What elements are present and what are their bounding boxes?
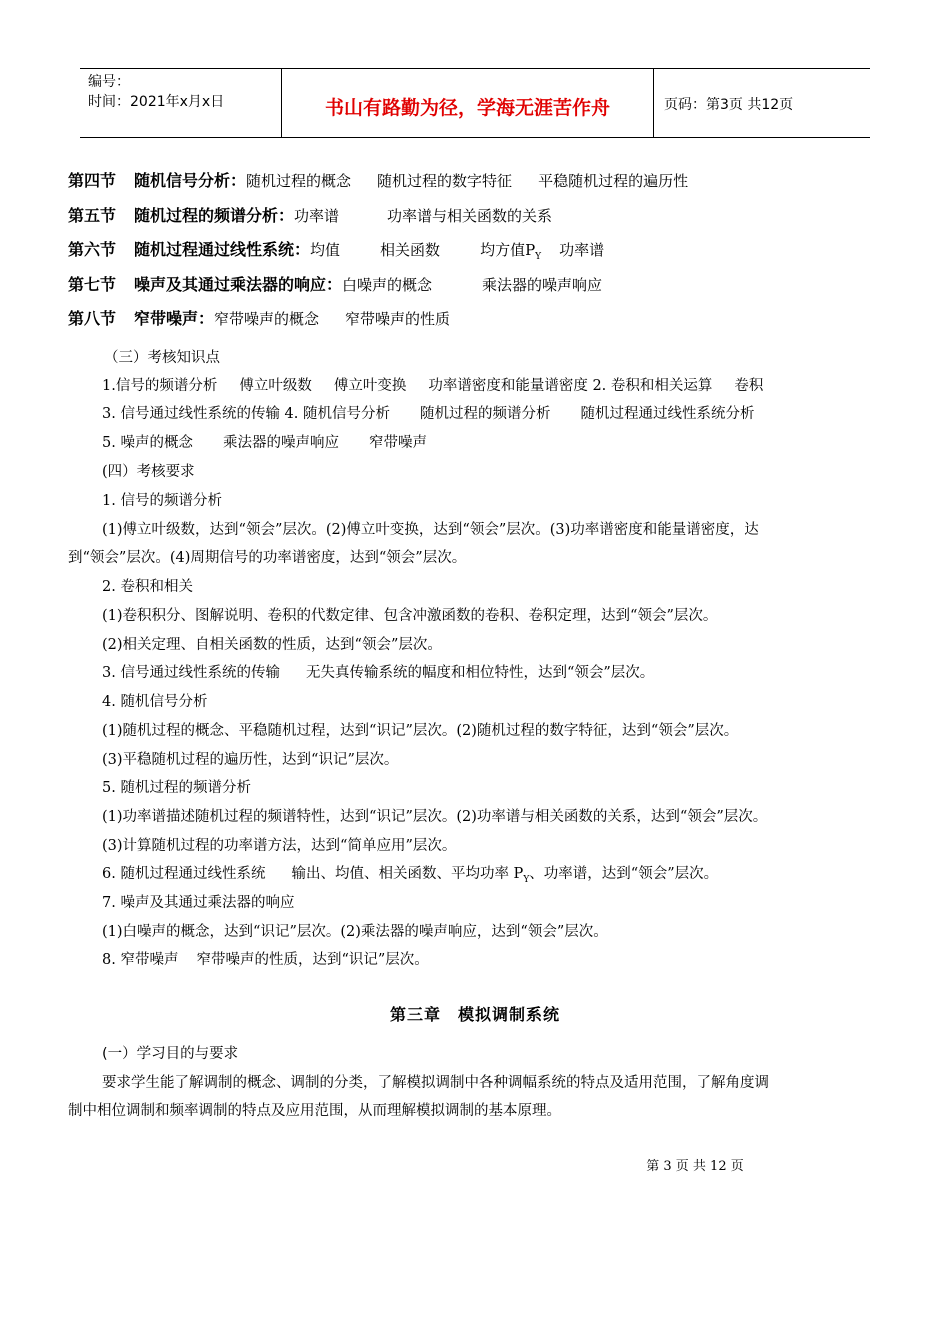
section-5: 第五节 随机过程的频谱分析：功率谱 功率谱与相关函数的关系 [68,206,553,225]
chapter-title: 第三章 模拟调制系统 [389,1005,560,1024]
section-title: 随机过程的频谱分析： [134,206,295,225]
req-8: 8. 窄带噪声 窄带噪声的性质，达到“识记”层次。 [102,952,429,968]
section-6: 第六节 随机过程通过线性系统：均值 相关函数 均方值$P_Y$ 功率谱 [68,240,605,262]
req-2-line-a: (1)卷积积分、图解说明、卷积的代数定律、包含冲激函数的卷积、卷积定理，达到“领会”层次。 [102,608,718,624]
req-5-line-b: (3)计算随机过程的功率谱方法，达到“简单应用”层次。 [102,838,457,854]
req-7-line-a: (1)白噪声的概念，达到“识记”层次。(2)乘法器的噪声响应，达到“领会”层次。 [102,924,608,940]
header-page-cell [654,69,870,137]
motto: 书山有路勤为径，学海无涯苦作舟 [324,97,610,119]
section-title: 噪声及其通过乘法器的响应： [134,275,343,294]
req-4-line-a: (1)随机过程的概念、平稳随机过程，达到“识记”层次。(2)随机过程的数字特征，达到“领会”层次。 [102,723,739,739]
section-7: 第七节 噪声及其通过乘法器的响应：白噪声的概念 乘法器的噪声响应 [68,275,603,294]
section-title: 随机信号分析： [134,171,247,190]
kaohe-points-line-3: 5. 噪声的概念 乘法器的噪声响应 窄带噪声 [102,435,427,451]
req-1-line-a: (1)傅立叶级数，达到“领会”层次。(2)傅立叶变换，达到“领会”层次。(3)功率谱密度和能量谱密度，达 [102,522,759,538]
section-number: 第六节 [68,240,117,259]
kaohe-points-line-1: 1.信号的频谱分析 傅立叶级数 傅立叶变换 功率谱密度和能量谱密度 2. 卷积和相关运算 卷积 [102,378,764,394]
kaohe-points-heading: （三）考核知识点 [104,350,220,366]
section-title: 窄带噪声： [134,309,215,328]
section-number: 第七节 [68,275,117,294]
req-2-line-b: (2)相关定理、自相关函数的性质，达到“领会”层次。 [102,637,442,653]
req-7-title: 7. 噪声及其通过乘法器的响应 [102,895,295,911]
req-1-title: 1. 信号的频谱分析 [102,493,222,509]
req-2-title: 2. 卷积和相关 [102,579,193,595]
date-label: 时间：2021年x月x日 [88,94,225,110]
req-4-line-b: (3)平稳随机过程的遍历性，达到“识记”层次。 [102,752,399,768]
page-header [80,68,870,138]
req-6: 6. 随机过程通过线性系统 输出、均值、相关函数、平均功率 $P_Y$、功率谱，达到“领会”层次。 [102,866,719,885]
req-5-line-a: (1)功率谱描述随机过程的频谱特性，达到“识记”层次。(2)功率谱与相关函数的关系，达到“领会”层次。 [102,809,768,825]
req-3: 3. 信号通过线性系统的传输 无失真传输系统的幅度和相位特性，达到“领会”层次。 [102,665,655,681]
section-title: 随机过程通过线性系统： [134,240,311,259]
section-4: 第四节 随机信号分析：随机过程的概念 随机过程的数字特征 平稳随机过程的遍历性 [68,171,689,190]
requirements-heading: (四）考核要求 [102,464,195,480]
section-8: 第八节 窄带噪声：窄带噪声的概念 窄带噪声的性质 [68,309,451,328]
section-number: 第四节 [68,171,117,190]
section-number: 第八节 [68,309,117,328]
req-5-title: 5. 随机过程的频谱分析 [102,780,251,796]
header-meta [80,69,281,137]
req-4-title: 4. 随机信号分析 [102,694,208,710]
goal-heading: (一）学习目的与要求 [102,1046,239,1062]
page-label: 页码：第3页 共12页 [664,97,794,113]
goal-line-a: 要求学生能了解调制的概念、调制的分类，了解模拟调制中各种调幅系统的特点及适用范围，了解角度调 [102,1075,769,1091]
kaohe-points-line-2: 3. 信号通过线性系统的传输 4. 随机信号分析 随机过程的频谱分析 随机过程通过线性系统分析 [102,406,755,422]
number-label: 编号： [88,74,130,90]
section-number: 第五节 [68,206,117,225]
page-footer: 第 3 页 共 12 页 [646,1159,744,1174]
goal-line-b: 制中相位调制和频率调制的特点及应用范围，从而理解模拟调制的基本原理。 [68,1103,561,1119]
header-motto-cell [281,69,654,137]
req-1-line-b: 到“领会”层次。(4)周期信号的功率谱密度，达到“领会”层次。 [68,550,467,566]
